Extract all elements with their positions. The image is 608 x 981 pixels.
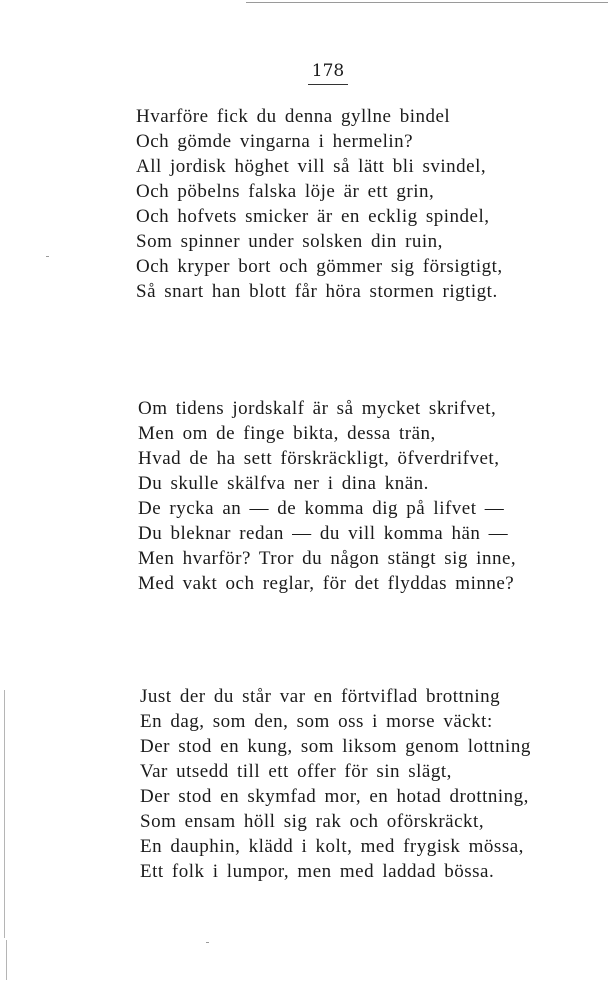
page-number-underline [308, 84, 348, 85]
page-number: 178 [311, 61, 345, 81]
left-margin-scan-line [6, 940, 7, 980]
scan-speck [46, 256, 49, 257]
verse-line: En dauphin, klädd i kolt, med frygisk mössa, [140, 836, 524, 857]
stanza-2 [138, 396, 516, 596]
scan-speck [206, 942, 209, 943]
verse-line: Och pöbelns falska löje är ett grin, [136, 181, 435, 202]
verse-line: Var utsedd till ett offer för sin slägt, [140, 761, 452, 782]
verse-line: Som spinner under solsken din ruin, [136, 231, 443, 252]
verse-line: Men hvarför? Tror du någon stängt sig inne, [138, 548, 517, 569]
verse-line: Med vakt och reglar, för det flyddas minne? [138, 573, 515, 594]
verse-line: Du bleknar redan — du vill komma hän — [138, 523, 509, 544]
verse-line: Just der du står var en förtviflad brottning [140, 686, 501, 707]
verse-line: Och gömde vingarna i hermelin? [136, 131, 414, 152]
stanza-1 [136, 104, 503, 304]
verse-line: Hvad de ha sett förskräckligt, öfverdrifvet, [138, 448, 500, 469]
verse-line: De rycka an — de komma dig på lifvet — [138, 498, 505, 519]
verse-line: Hvarföre fick du denna gyllne bindel [136, 106, 451, 127]
verse-line: Ett folk i lumpor, men med laddad bössa. [140, 861, 495, 882]
stanza-3 [140, 684, 531, 884]
verse-line: Som ensam höll sig rak och oförskräckt, [140, 811, 485, 832]
verse-line: Så snart han blott får höra stormen rigtigt. [136, 281, 498, 302]
verse-line: Och hofvets smicker är en ecklig spindel, [136, 206, 490, 227]
verse-line: Der stod en kung, som liksom genom lottning [140, 736, 531, 757]
verse-line: Der stod en skymfad mor, en hotad drottning, [140, 786, 529, 807]
verse-line: Och kryper bort och gömmer sig försigtigt, [136, 256, 503, 277]
verse-line: Om tidens jordskalf är så mycket skrifvet, [138, 398, 497, 419]
top-edge-rule [246, 2, 608, 3]
verse-line: All jordisk höghet vill så lätt bli svindel, [136, 156, 487, 177]
verse-line: En dag, som den, som oss i morse väckt: [140, 711, 493, 732]
verse-line: Men om de finge bikta, dessa trän, [138, 423, 436, 444]
verse-line: Du skulle skälfva ner i dina knän. [138, 473, 429, 494]
left-margin-scan-line [4, 690, 5, 938]
